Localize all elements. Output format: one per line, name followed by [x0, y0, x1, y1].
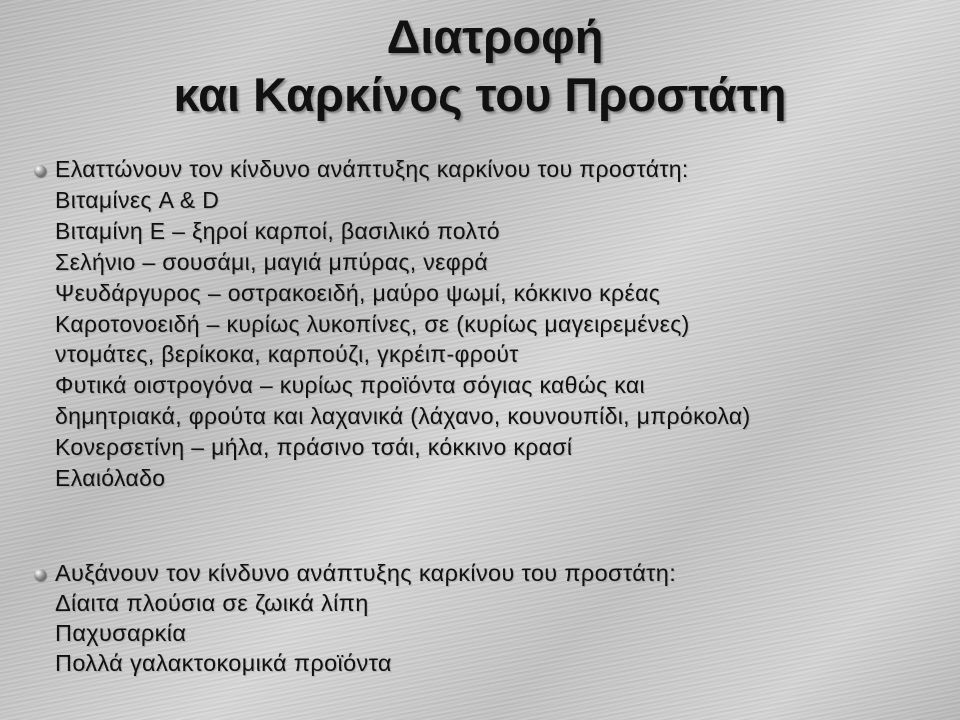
title-line: Διατροφή — [386, 10, 604, 63]
slide-title — [0, 8, 960, 124]
bullet-icon — [34, 165, 46, 177]
bullet-text — [55, 154, 949, 494]
text-line: Βιταμίνη Ε – ξηροί καρποί, βασιλικό πολτό — [55, 217, 500, 244]
text-line: Δίαιτα πλούσια σε ζωικά λίπη — [55, 590, 369, 616]
text-line: Ελαττώνουν τον κίνδυνο ανάπτυξης καρκίνου του προστάτη: — [55, 156, 689, 182]
text-line: Ψευδάργυρος – οστρακοειδή, μαύρο ψωμί, κόκκινο κρέας — [55, 279, 661, 306]
text-line: ντομάτες, βερίκοκα, καρπούζι, γκρέιπ-φρούτ — [55, 341, 519, 368]
text-line: δημητριακά, φρούτα και λαχανικά (λάχανο, κουνουπίδι, μπρόκολα) — [55, 403, 751, 430]
text-line: Βιταμίνες A & D — [55, 186, 220, 213]
text-line: Καροτονοειδή – κυρίως λυκοπίνες, σε (κυρίως μαγειρεμένες) — [55, 310, 690, 337]
text-line: Φυτικά οιστρογόνα – κυρίως προϊόντα σόγιας καθώς και — [55, 372, 645, 399]
bullet-icon — [34, 569, 46, 581]
text-line: Σελήνιο – σουσάμι, μαγιά μπύρας, νεφρά — [55, 248, 489, 275]
text-line: Αυξάνουν τον κίνδυνο ανάπτυξης καρκίνου του προστάτη: — [55, 560, 677, 586]
text-line: Κονερσετίνη – μήλα, πράσινο τσάι, κόκκινο κρασί — [55, 434, 573, 461]
title-line: και Καρκίνος του Προστάτη — [173, 68, 787, 121]
text-line: Ελαιόλαδο — [55, 465, 166, 492]
bullet-section-decrease-risk — [34, 154, 949, 494]
text-line: Πολλά γαλακτοκομικά προϊόντα — [55, 650, 392, 676]
bullet-text — [55, 558, 949, 678]
text-line: Παχυσαρκία — [55, 620, 187, 646]
bullet-section-increase-risk — [34, 558, 949, 678]
